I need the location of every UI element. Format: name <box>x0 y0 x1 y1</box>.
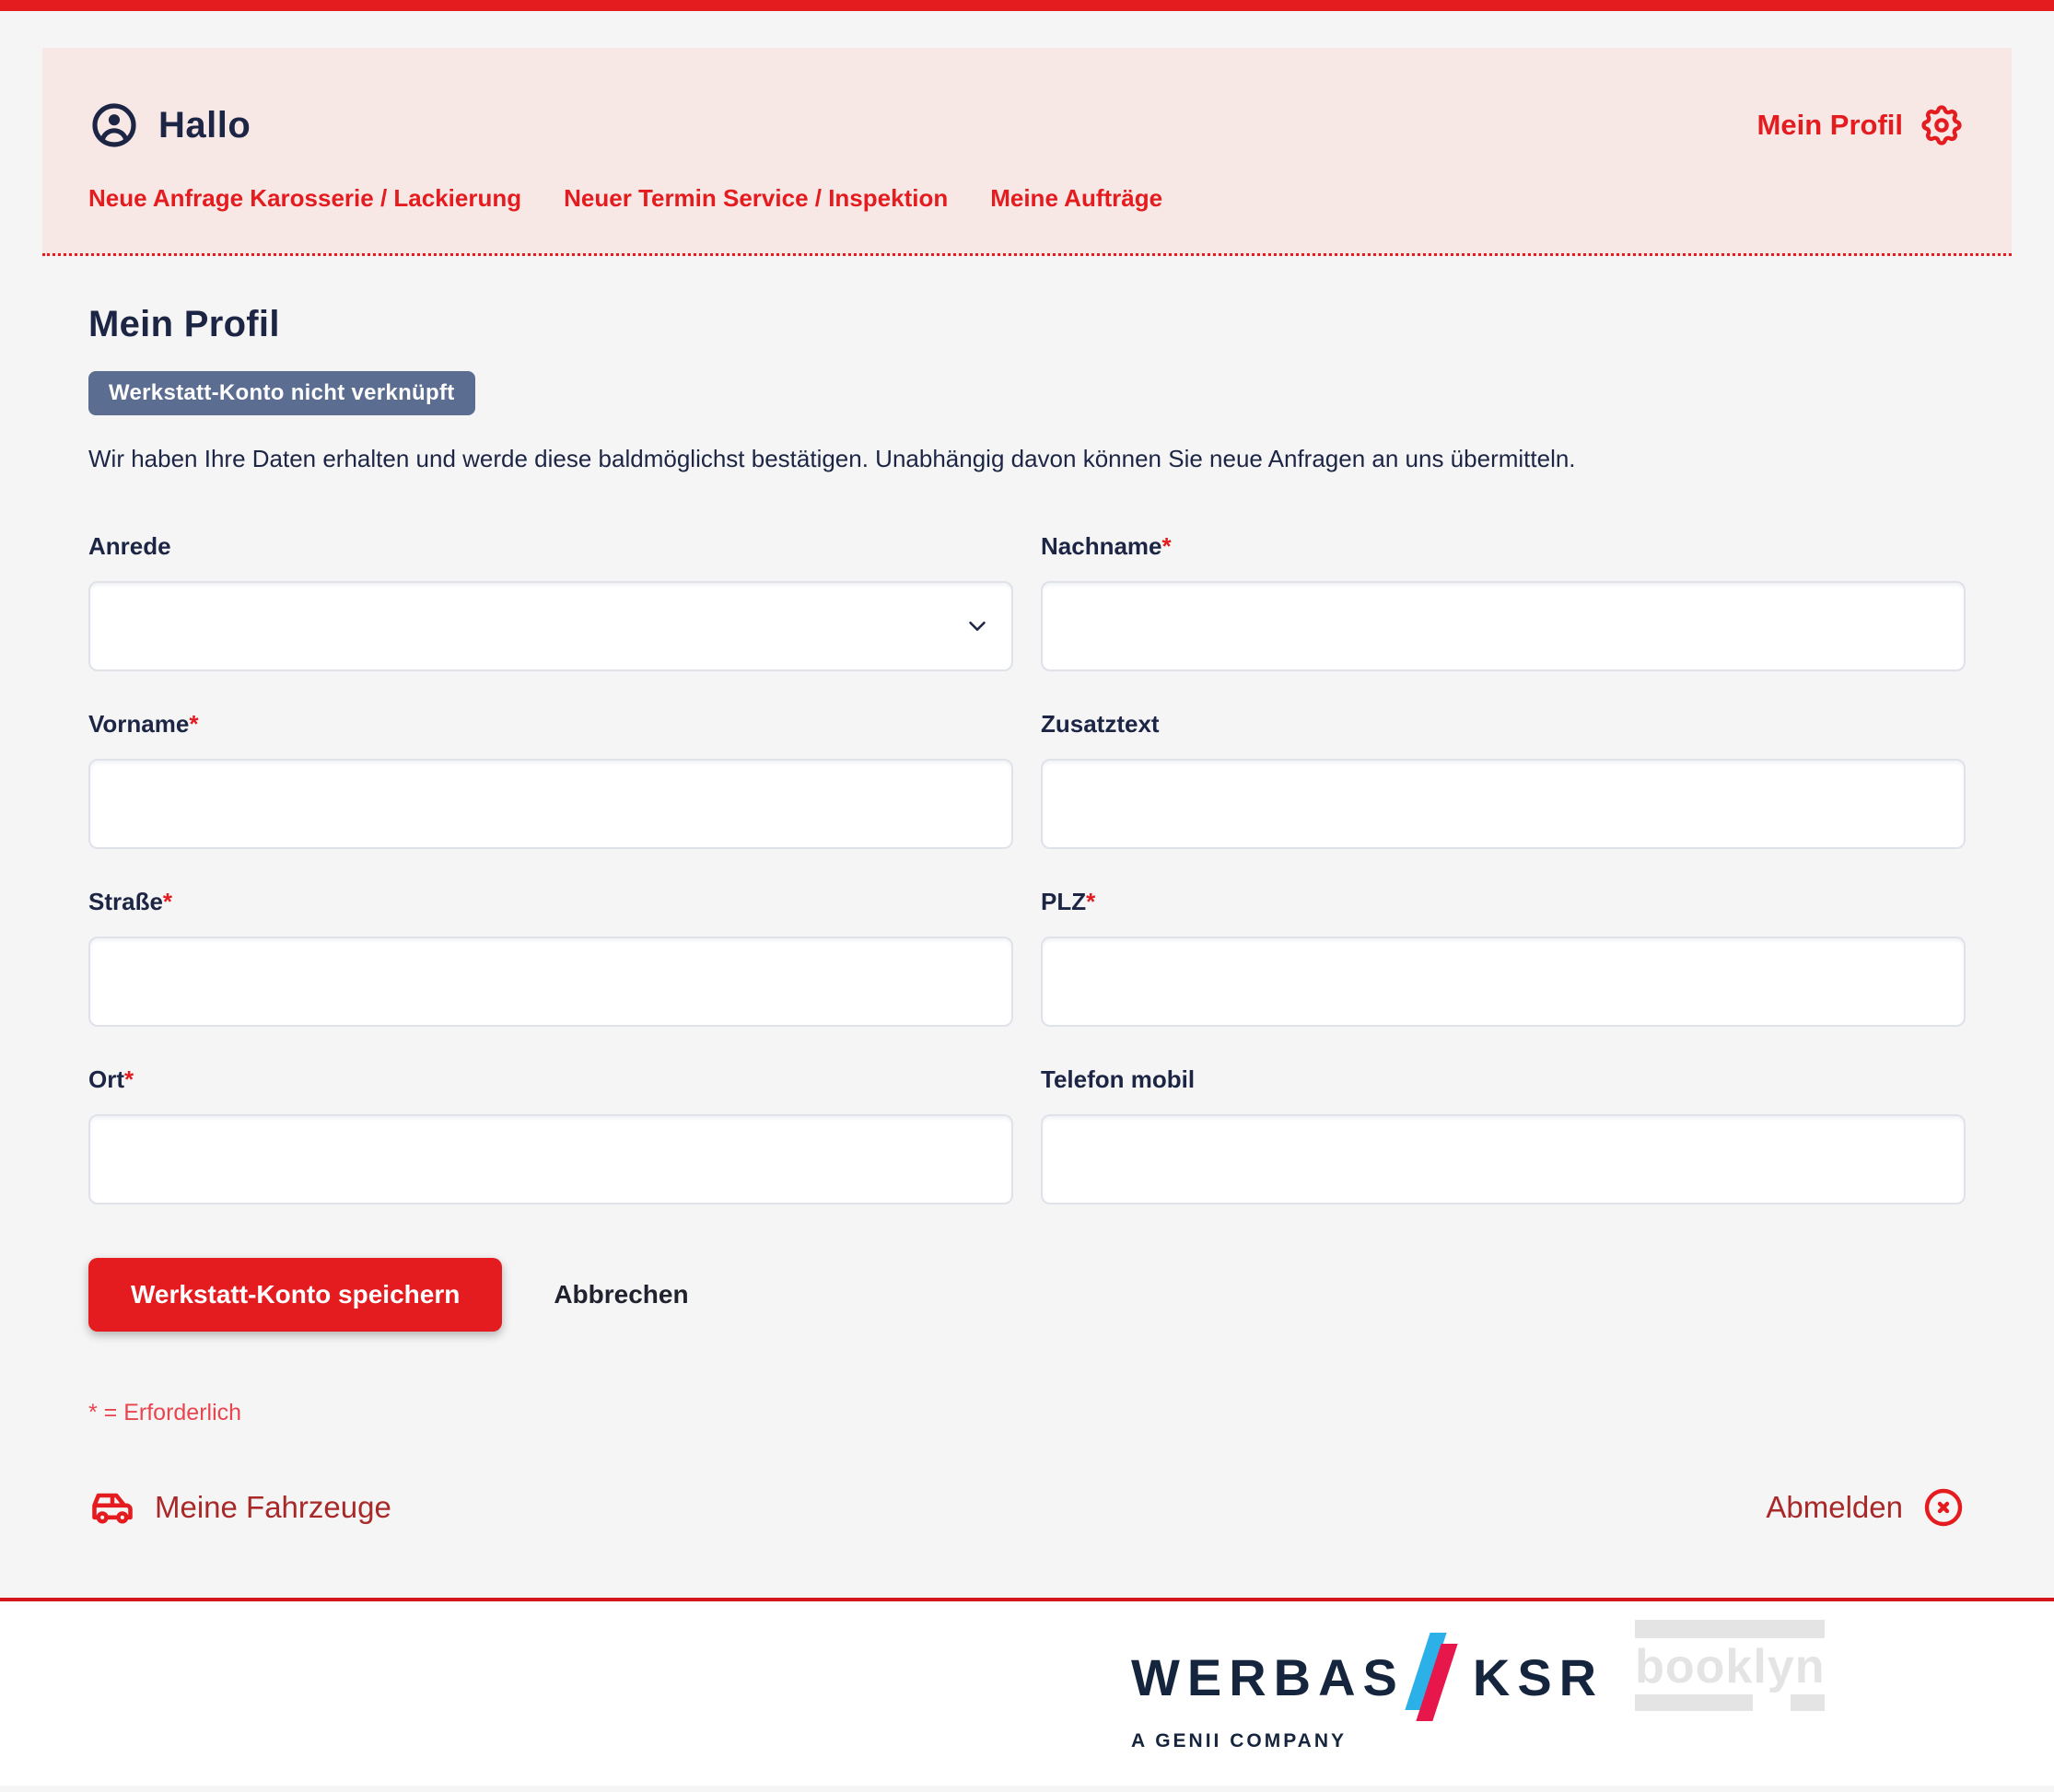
field-strasse <box>88 888 1013 1027</box>
nav-link-meine-auftraege[interactable]: Meine Aufträge <box>990 184 1163 212</box>
nachname-label: Nachname* <box>1041 532 1172 560</box>
telefon-mobil-label: Telefon mobil <box>1041 1065 1196 1093</box>
required-star: * <box>1161 532 1172 560</box>
my-vehicles-label: Meine Fahrzeuge <box>155 1490 391 1524</box>
strasse-input[interactable] <box>88 937 1013 1027</box>
status-badge: Werkstatt-Konto nicht verknüpft <box>88 371 475 415</box>
field-ort <box>88 1065 1013 1204</box>
person-circle-icon <box>88 99 140 151</box>
nav-link-service-inspektion[interactable]: Neuer Termin Service / Inspektion <box>564 184 949 212</box>
header-panel <box>42 48 2012 256</box>
required-star: * <box>124 1065 134 1093</box>
required-star: * <box>162 888 173 915</box>
field-plz <box>1041 888 1966 1027</box>
plz-input[interactable] <box>1041 937 1966 1027</box>
logo-slash-icon <box>1408 1633 1462 1721</box>
booklyn-wordmark: booklyn <box>1635 1640 1826 1693</box>
anrede-label: Anrede <box>88 532 171 560</box>
ksr-wordmark: KSR <box>1472 1647 1605 1706</box>
field-vorname <box>88 710 1013 849</box>
nav-link-karosserie-lackierung[interactable]: Neue Anfrage Karosserie / Lackierung <box>88 184 522 212</box>
werbas-ksr-logo <box>1131 1633 1604 1752</box>
telefon-mobil-input[interactable] <box>1041 1114 1966 1204</box>
main-content <box>88 304 1966 1531</box>
profile-button[interactable] <box>1757 101 1966 149</box>
field-zusatztext <box>1041 710 1966 849</box>
nachname-input[interactable] <box>1041 581 1966 671</box>
profile-form <box>88 532 1966 1204</box>
anrede-select[interactable] <box>88 581 1013 671</box>
field-nachname <box>1041 532 1966 671</box>
booklyn-bottom-bar-right <box>1791 1694 1825 1711</box>
genii-tagline: A GENII COMPANY <box>1131 1730 1348 1751</box>
field-telefon-mobil <box>1041 1065 1966 1204</box>
booklyn-bottom-bar-left <box>1635 1694 1753 1711</box>
header-nav <box>88 184 1966 213</box>
required-star: * <box>189 710 199 738</box>
ort-label: Ort* <box>88 1065 134 1093</box>
greeting-text: Hallo <box>158 104 251 145</box>
booklyn-logo <box>1635 1620 1825 1711</box>
zusatztext-input[interactable] <box>1041 759 1966 849</box>
vorname-input[interactable] <box>88 759 1013 849</box>
cancel-button[interactable]: Abbrechen <box>554 1280 689 1309</box>
required-note: * = Erforderlich <box>88 1400 242 1425</box>
werbas-wordmark: WERBAS <box>1131 1647 1405 1706</box>
logout-link[interactable] <box>1766 1485 1966 1530</box>
booklyn-top-bar <box>1635 1620 1825 1638</box>
gear-icon <box>1918 101 1966 149</box>
strasse-label: Straße* <box>88 888 173 915</box>
ort-input[interactable] <box>88 1114 1013 1204</box>
greeting <box>88 99 251 151</box>
my-vehicles-link[interactable] <box>88 1484 391 1531</box>
car-icon <box>88 1484 136 1531</box>
vorname-label: Vorname* <box>88 710 199 738</box>
logout-label: Abmelden <box>1766 1490 1903 1524</box>
zusatztext-label: Zusatztext <box>1041 710 1160 738</box>
save-button[interactable]: Werkstatt-Konto speichern <box>88 1258 502 1332</box>
required-star: * <box>1086 888 1096 915</box>
top-accent-bar <box>0 0 2054 11</box>
intro-text: Wir haben Ihre Daten erhalten und werde diese baldmöglichst bestätigen. Unabhängig davon können Sie neue Anfragen an uns übermitteln. <box>88 445 1576 472</box>
field-anrede <box>88 532 1013 671</box>
x-circle-icon <box>1921 1485 1966 1530</box>
profile-button-label: Mein Profil <box>1756 109 1903 141</box>
page-title: Mein Profil <box>88 304 280 344</box>
footer <box>0 1598 2054 1786</box>
plz-label: PLZ* <box>1041 888 1096 915</box>
